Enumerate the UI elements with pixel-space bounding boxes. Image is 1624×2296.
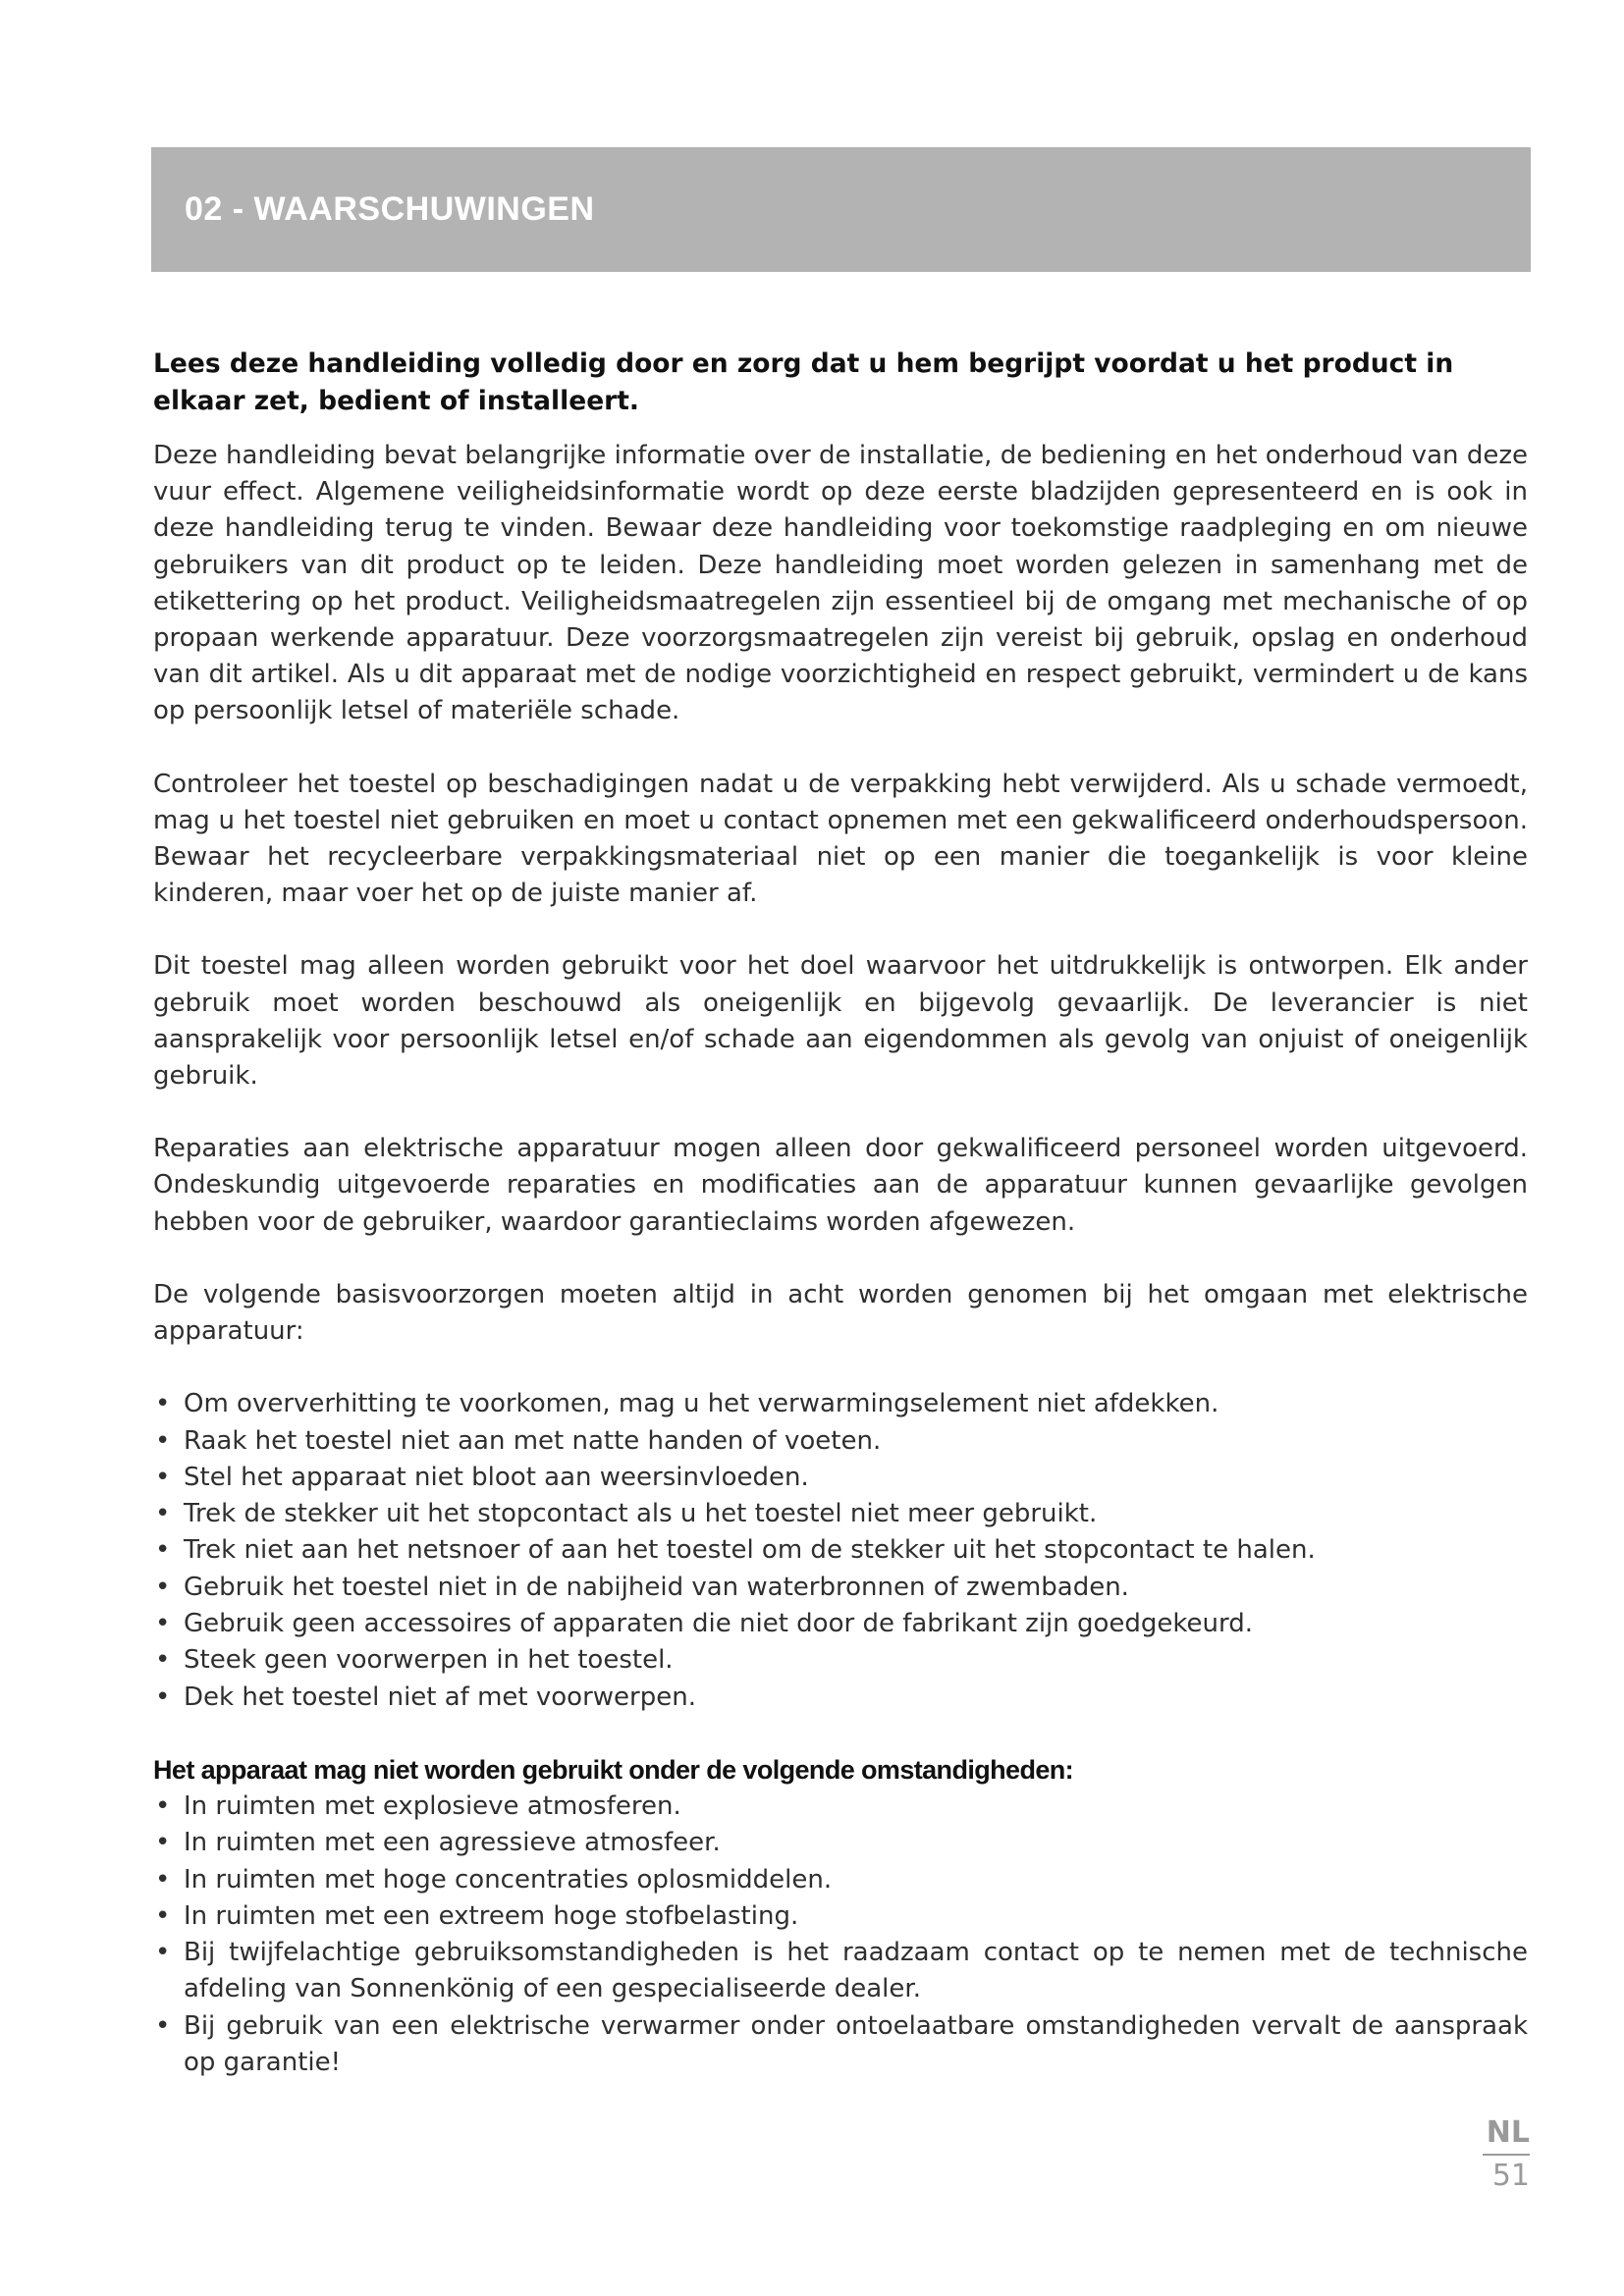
paragraph: Controleer het toestel op beschadigingen nadat u de verpakking hebt verwijderd. Als u schade vermoedt, mag u het toestel niet gebruiken en moet u contact opnemen met een gekwalificeerd onderhoudspersoon. Bewaar het recycleerbare verpakkingsmateriaal niet op een manier die toegankelijk is voor kleine kinderen, maar voer het op de juiste manier af. [153,769,1528,909]
list-item: • Gebruik geen accessoires of apparaten die niet door de fabrikant zijn goedgekeurd. [153,1606,1528,1642]
list-item: • Stel het apparaat niet bloot aan weersinvloeden. [153,1460,1528,1496]
list-item: • In ruimten met een agressieve atmosfeer. [153,1825,1528,1861]
list-item: • Dek het toestel niet af met voorwerpen. [153,1680,1528,1716]
list-item: • Steek geen voorwerpen in het toestel. [153,1642,1528,1679]
list-item: • Trek de stekker uit het stopcontact als u het toestel niet meer gebruikt. [153,1496,1528,1532]
list-item: • Bij twijfelachtige gebruiksomstandigheden is het raadzaam contact op te nemen met de technische afdeling van Sonnenkönig of een gespecialiseerde dealer. [153,1935,1528,2008]
page-marker [1483,2116,1530,2193]
page-number: 51 [1491,2159,1530,2193]
section-title: 02 - WAARSCHUWINGEN [185,190,595,228]
list-item: • Gebruik het toestel niet in de nabijheid van waterbronnen of zwembaden. [153,1570,1528,1606]
list-item: • Trek niet aan het netsnoer of aan het toestel om de stekker uit het stopcontact te halen. [153,1532,1528,1569]
list-item: • In ruimten met een extreem hoge stofbelasting. [153,1898,1528,1935]
section-header-bar [151,147,1531,272]
list-item: • In ruimten met explosieve atmosferen. [153,1789,1528,1825]
list-item: • Bij gebruik van een elektrische verwarmer onder ontoelaatbare omstandigheden vervalt de aanspraak op garantie! [153,2008,1528,2082]
page-content [153,346,1528,2116]
precautions-list [153,1386,1528,1716]
paragraph: Reparaties aan elektrische apparatuur mogen alleen door gekwalificeerd personeel worden uitgevoerd. Ondeskundig uitgevoerde reparaties en modificaties aan de apparatuur kunnen gevaarlijke gevolgen hebben voor de gebruiker, waardoor garantieclaims worden afgewezen. [153,1134,1528,1237]
paragraph: Deze handleiding bevat belangrijke informatie over de installatie, de bediening en het onderhoud van deze vuur effect. Algemene veiligheidsinformatie wordt op deze eerste bladzijden gepresenteerd en is ook in deze handleiding terug te vinden. Bewaar deze handleiding voor toekomstige raadpleging en om nieuwe gebruikers van dit product op te leiden. Deze handleiding moet worden gelezen in samenhang met de etikettering op het product. Veiligheidsmaatregelen zijn essentieel bij de omgang met mechanische of op propaan werkende apparatuur. Deze voorzorgsmaatregelen zijn vereist bij gebruik, opslag en onderhoud van dit artikel. Als u dit apparaat met de nodige voorzichtigheid en respect gebruikt, vermindert u de kans op persoonlijk letsel of materiële schade. [153,441,1528,726]
restrictions-list [153,1789,1528,2081]
paragraph: De volgende basisvoorzorgen moeten altijd in acht worden genomen bij het omgaan met elektrische apparatuur: [153,1279,1528,1347]
restrictions-heading: Het apparaat mag niet worden gebruikt onder de volgende omstandigheden: [153,1754,1074,1785]
list-item: • Raak het toestel niet aan met natte handen of voeten. [153,1423,1528,1460]
language-code: NL [1486,2115,1530,2150]
list-item: • Om oververhitting te voorkomen, mag u het verwarmingselement niet afdekken. [153,1386,1528,1422]
paragraph: Dit toestel mag alleen worden gebruikt voor het doel waarvoor het uitdrukkelijk is ontworpen. Elk ander gebruik moet worden beschouwd als oneigenlijk en bijgevolg gevaarlijk. De leverancier is niet aansprakelijk voor persoonlijk letsel en/of schade aan eigendommen als gevolg van onjuist of oneigenlijk gebruik. [153,951,1528,1092]
list-item: • In ruimten met hoge concentraties oplosmiddelen. [153,1862,1528,1898]
page-marker-divider [1483,2154,1530,2156]
intro-statement: Lees deze handleiding volledig door en zorg dat u hem begrijpt voordat u het product in elkaar zet, bedient of installeert. [153,348,1454,416]
